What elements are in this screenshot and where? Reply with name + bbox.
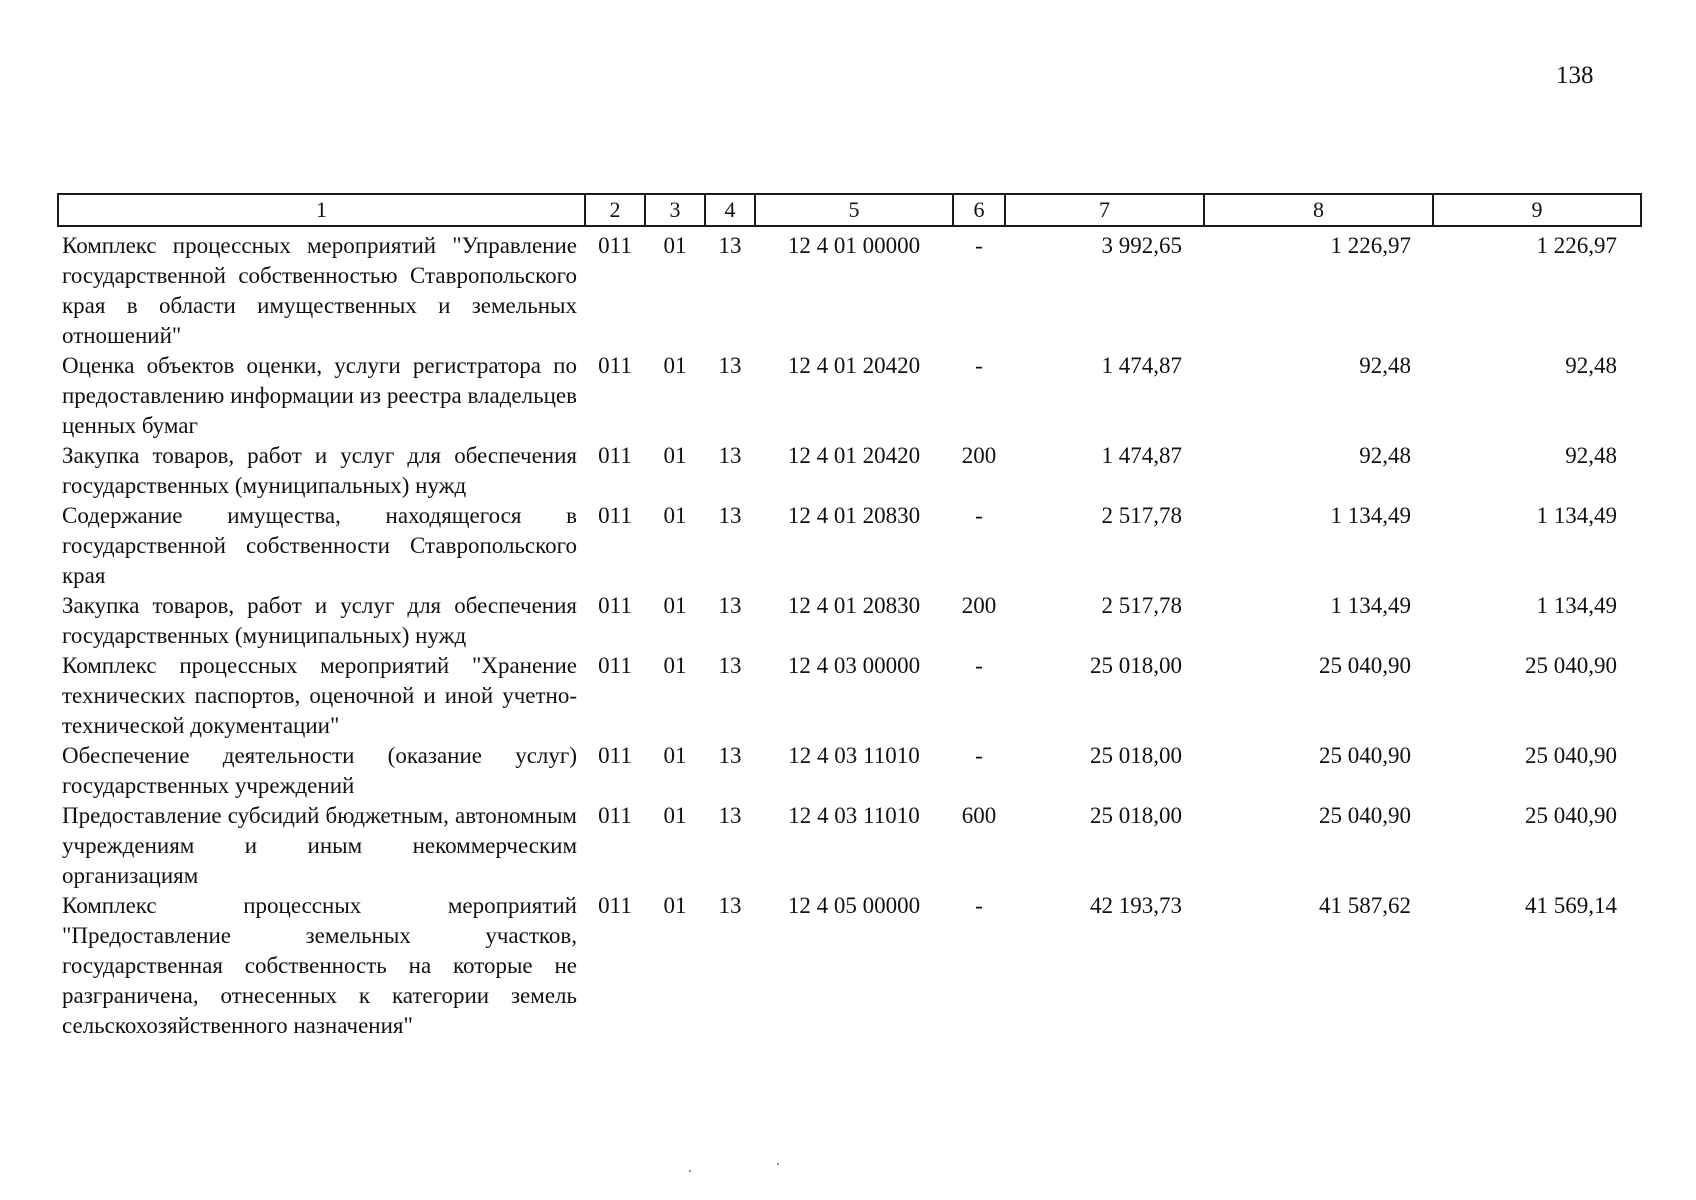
cell-amount-col8: 25 040,90 xyxy=(1319,653,1411,678)
cell-expense-type: - xyxy=(975,653,983,678)
cell-ministry-code: 011 xyxy=(598,443,632,468)
cell-ministry-code: 011 xyxy=(598,503,632,528)
cell-name: Оценка объектов оценки, услуги регистратора по предоставлению информации из реестра владельцев ценных бумаг xyxy=(62,353,577,438)
budget-table xyxy=(57,193,1642,1041)
scan-speck xyxy=(689,1170,691,1172)
cell-amount-col9: 25 040,90 xyxy=(1525,653,1617,678)
cell-subsection: 13 xyxy=(718,653,742,678)
cell-target-article: 12 4 01 20830 xyxy=(787,593,921,618)
cell-target-article: 12 4 01 00000 xyxy=(787,233,921,258)
cell-subsection: 13 xyxy=(718,443,742,468)
cell-target-article: 12 4 01 20420 xyxy=(787,353,921,378)
table-row xyxy=(58,591,1641,651)
scan-speck xyxy=(777,1163,779,1165)
cell-ministry-code: 011 xyxy=(598,743,632,768)
cell-section: 01 xyxy=(663,593,687,618)
cell-amount-col7: 2 517,78 xyxy=(1101,593,1182,618)
cell-name: Предоставление субсидий бюджетным, автономным учреждениям и иным некоммерческим организациям xyxy=(62,803,577,888)
cell-section: 01 xyxy=(663,893,687,918)
cell-amount-col7: 1 474,87 xyxy=(1101,353,1182,378)
header-cell-5: 5 xyxy=(755,194,953,226)
cell-amount-col9: 92,48 xyxy=(1565,443,1617,468)
cell-section: 01 xyxy=(663,443,687,468)
cell-amount-col9: 25 040,90 xyxy=(1525,743,1617,768)
cell-name: Обеспечение деятельности (оказание услуг) государственных учреждений xyxy=(62,743,577,798)
cell-amount-col8: 25 040,90 xyxy=(1319,743,1411,768)
cell-amount-col7: 2 517,78 xyxy=(1101,503,1182,528)
header-cell-4: 4 xyxy=(705,194,755,226)
cell-amount-col8: 25 040,90 xyxy=(1319,803,1411,828)
cell-name: Закупка товаров, работ и услуг для обеспечения государственных (муниципальных) нужд xyxy=(62,443,577,498)
cell-amount-col8: 1 134,49 xyxy=(1330,503,1411,528)
table-body xyxy=(58,226,1641,1041)
cell-name: Содержание имущества, находящегося в государственной собственности Ставропольского края xyxy=(62,503,577,588)
header-cell-1: 1 xyxy=(58,194,585,226)
header-cell-3: 3 xyxy=(645,194,705,226)
cell-amount-col8: 41 587,62 xyxy=(1319,893,1411,918)
cell-expense-type: - xyxy=(975,503,983,528)
cell-amount-col7: 25 018,00 xyxy=(1090,743,1182,768)
cell-section: 01 xyxy=(663,803,687,828)
table-row xyxy=(58,501,1641,591)
cell-amount-col9: 92,48 xyxy=(1565,353,1617,378)
cell-amount-col7: 1 474,87 xyxy=(1101,443,1182,468)
cell-target-article: 12 4 03 11010 xyxy=(788,803,920,828)
cell-expense-type: 200 xyxy=(961,443,997,468)
cell-target-article: 12 4 05 00000 xyxy=(787,893,921,918)
cell-amount-col7: 3 992,65 xyxy=(1101,233,1182,258)
cell-ministry-code: 011 xyxy=(598,803,632,828)
table-header xyxy=(58,194,1641,226)
cell-section: 01 xyxy=(663,353,687,378)
cell-ministry-code: 011 xyxy=(598,653,632,678)
cell-section: 01 xyxy=(663,503,687,528)
cell-target-article: 12 4 01 20420 xyxy=(787,443,921,468)
page-number: 138 xyxy=(1556,62,1594,89)
cell-amount-col9: 25 040,90 xyxy=(1525,803,1617,828)
cell-expense-type: - xyxy=(975,893,983,918)
cell-target-article: 12 4 01 20830 xyxy=(787,503,921,528)
cell-amount-col8: 1 134,49 xyxy=(1330,593,1411,618)
cell-ministry-code: 011 xyxy=(598,353,632,378)
header-row xyxy=(58,194,1641,226)
cell-name: Закупка товаров, работ и услуг для обеспечения государственных (муниципальных) нужд xyxy=(62,593,577,648)
header-cell-6: 6 xyxy=(953,194,1005,226)
cell-amount-col8: 92,48 xyxy=(1359,443,1411,468)
cell-expense-type: - xyxy=(975,743,983,768)
cell-section: 01 xyxy=(663,743,687,768)
header-cell-7: 7 xyxy=(1005,194,1204,226)
table-row xyxy=(58,891,1641,1041)
cell-subsection: 13 xyxy=(718,503,742,528)
cell-amount-col8: 92,48 xyxy=(1359,353,1411,378)
table-row xyxy=(58,801,1641,891)
table-row xyxy=(58,226,1641,351)
cell-target-article: 12 4 03 11010 xyxy=(788,743,920,768)
cell-subsection: 13 xyxy=(718,743,742,768)
cell-subsection: 13 xyxy=(718,593,742,618)
cell-ministry-code: 011 xyxy=(598,233,632,258)
cell-ministry-code: 011 xyxy=(598,593,632,618)
header-cell-8: 8 xyxy=(1204,194,1433,226)
cell-subsection: 13 xyxy=(718,803,742,828)
cell-expense-type: - xyxy=(975,353,983,378)
cell-amount-col9: 1 134,49 xyxy=(1536,593,1617,618)
cell-section: 01 xyxy=(663,233,687,258)
cell-amount-col9: 41 569,14 xyxy=(1525,893,1617,918)
cell-amount-col7: 25 018,00 xyxy=(1090,653,1182,678)
header-cell-2: 2 xyxy=(585,194,645,226)
cell-section: 01 xyxy=(663,653,687,678)
cell-subsection: 13 xyxy=(718,233,742,258)
cell-name: Комплекс процессных мероприятий "Хранение технических паспортов, оценочной и иной учетно-технической документации" xyxy=(62,653,577,738)
cell-expense-type: 600 xyxy=(961,803,997,828)
table-row xyxy=(58,741,1641,801)
table-row xyxy=(58,651,1641,741)
cell-name: Комплекс процессных мероприятий "Предоставление земельных участков, государственная собственность на которые не разграничена, отнесенных к категории земель сельскохозяйственного назначения" xyxy=(62,893,577,1038)
cell-amount-col8: 1 226,97 xyxy=(1330,233,1411,258)
cell-subsection: 13 xyxy=(718,893,742,918)
cell-amount-col9: 1 134,49 xyxy=(1536,503,1617,528)
cell-target-article: 12 4 03 00000 xyxy=(787,653,921,678)
cell-expense-type: 200 xyxy=(961,593,997,618)
header-cell-9: 9 xyxy=(1433,194,1641,226)
table-row xyxy=(58,441,1641,501)
table-row xyxy=(58,351,1641,441)
cell-name: Комплекс процессных мероприятий "Управление государственной собственностью Ставропольского края в области имущественных и земельных отношений" xyxy=(62,233,577,348)
cell-amount-col9: 1 226,97 xyxy=(1536,233,1617,258)
cell-expense-type: - xyxy=(975,233,983,258)
cell-amount-col7: 25 018,00 xyxy=(1090,803,1182,828)
cell-ministry-code: 011 xyxy=(598,893,632,918)
cell-subsection: 13 xyxy=(718,353,742,378)
cell-amount-col7: 42 193,73 xyxy=(1090,893,1182,918)
